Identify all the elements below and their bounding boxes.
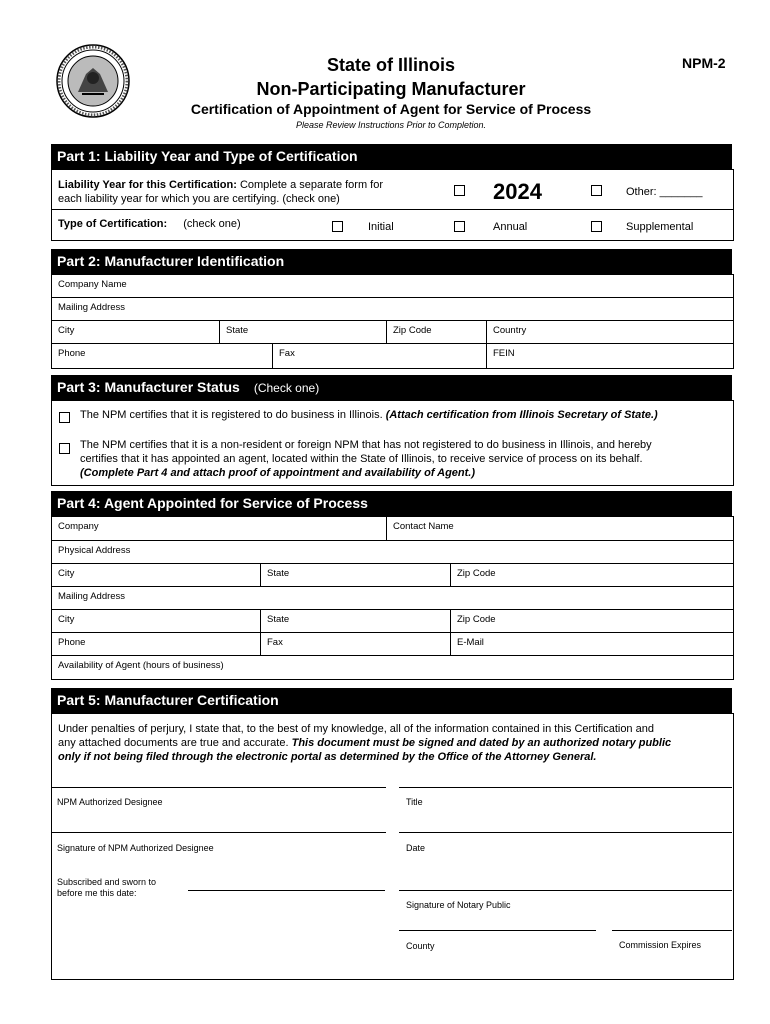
form-number: NPM-2 [682, 55, 726, 71]
part4-heading: Part 4: Agent Appointed for Service of Process [51, 491, 732, 516]
designee-label: NPM Authorized Designee [57, 797, 163, 807]
supplemental-checkbox[interactable] [591, 221, 602, 232]
notary-signature-label: Signature of Notary Public [406, 900, 511, 910]
annual-checkbox[interactable] [454, 221, 465, 232]
agent-company-row [52, 517, 733, 541]
registered-option-text: The NPM certifies that it is registered to do business in Illinois. (Attach certification from Illinois Secretary of State.) [80, 409, 658, 421]
zip-field[interactable]: Zip Code [386, 321, 486, 343]
title-top-line [399, 787, 732, 788]
commission-label: Commission Expires [619, 940, 702, 950]
registered-checkbox[interactable] [59, 412, 70, 423]
agent-physical-state-field[interactable]: State [260, 564, 450, 586]
subscribed-date-field[interactable] [188, 874, 385, 890]
company-name-row [52, 275, 733, 298]
mailing-address-row [52, 298, 733, 321]
liability-year-row [52, 170, 733, 210]
designee-top-line [51, 787, 386, 788]
title-field[interactable] [399, 790, 732, 830]
county-line [399, 930, 596, 931]
part1-heading: Part 1: Liability Year and Type of Certification [51, 144, 732, 169]
date-label: Date [406, 843, 426, 853]
notary-top-line [399, 890, 732, 891]
designee-field[interactable] [51, 790, 386, 830]
year-other-checkbox[interactable] [591, 185, 602, 196]
country-field[interactable]: Country [486, 321, 733, 343]
agent-phone-field[interactable]: Phone [58, 637, 86, 648]
county-label: County [406, 941, 435, 951]
city-field[interactable]: City [58, 325, 75, 336]
agent-mailing-zip-field[interactable]: Zip Code [450, 610, 733, 632]
agent-mailing-address-row [52, 587, 733, 610]
state-field[interactable]: State [219, 321, 386, 343]
date-field[interactable] [399, 836, 732, 870]
instructions-note: Please Review Instructions Prior to Completion. [295, 120, 487, 130]
agent-contact-name-field[interactable]: Contact Name [386, 517, 733, 540]
annual-label: Annual [493, 221, 528, 233]
agent-mailing-state-field[interactable]: State [260, 610, 450, 632]
signature-designee-line [51, 832, 386, 833]
certification-type-row [52, 210, 733, 240]
phone-row [52, 344, 733, 368]
agent-fax-field[interactable]: Fax [260, 633, 450, 655]
county-field[interactable] [399, 933, 596, 973]
mailing-address-field[interactable]: Mailing Address [58, 302, 126, 313]
commission-line [612, 930, 732, 931]
title-label: Title [406, 797, 423, 807]
certification-statement: Under penalties of perjury, I state that, to the best of my knowledge, all of the information contained in this Certification and any attached documents are true and accurate. This document must be signed and dated by an authorized notary public only if not being filed through the electronic portal as determined by the Office of the Attorney General. [58, 723, 672, 763]
part2-heading: Part 2: Manufacturer Identification [51, 249, 732, 274]
city-state-row [52, 321, 733, 344]
part1-section [51, 169, 734, 241]
agent-mailing-address-field[interactable]: Mailing Address [58, 591, 126, 602]
year-2024-checkbox[interactable] [454, 185, 465, 196]
fein-field[interactable]: FEIN [486, 344, 733, 368]
liability-year-label: Liability Year for this Certification: Complete a separate form for each liability year for which you are certifying. (check one) [58, 179, 384, 205]
agent-physical-zip-field[interactable]: Zip Code [450, 564, 733, 586]
non-resident-checkbox[interactable] [59, 443, 70, 454]
agent-company-field[interactable]: Company [58, 521, 99, 532]
agent-physical-address-field[interactable]: Physical Address [58, 545, 131, 556]
part5-heading: Part 5: Manufacturer Certification [51, 688, 732, 713]
fax-field[interactable]: Fax [272, 344, 486, 368]
agent-availability-row [52, 656, 733, 679]
phone-field[interactable]: Phone [58, 348, 86, 359]
agent-mailing-city-field[interactable]: City [58, 614, 75, 625]
agent-mailing-city-row [52, 610, 733, 633]
agent-availability-field[interactable]: Availability of Agent (hours of business) [58, 660, 224, 671]
page-title: State of Illinois [326, 55, 455, 75]
supplemental-label: Supplemental [626, 221, 694, 233]
year-other-field[interactable]: Other: _______ [626, 186, 703, 198]
subscribed-date-line [188, 890, 385, 891]
date-line [399, 832, 732, 833]
part3-heading: Part 3: Manufacturer Status (Check one) [51, 375, 732, 400]
form-description: Certification of Appointment of Agent for Service of Process [190, 101, 592, 117]
company-name-field[interactable]: Company Name [58, 279, 127, 290]
initial-label: Initial [368, 221, 394, 233]
part2-section [51, 274, 734, 369]
part4-section [51, 516, 734, 680]
subscribed-label: Subscribed and sworn to before me this date: [57, 877, 157, 898]
agent-phone-row [52, 633, 733, 656]
commission-field[interactable] [612, 933, 732, 973]
initial-checkbox[interactable] [332, 221, 343, 232]
liability-year-value: 2024 [493, 179, 542, 204]
certification-type-label: Type of Certification: (check one) [58, 218, 241, 230]
agent-physical-address-row [52, 541, 733, 564]
non-resident-option-text: The NPM certifies that it is a non-resident or foreign NPM that has not registered to do business in Illinois, and hereby certifies that it has appointed an agent, located within the State of Illinois, to receive service of process on its behalf. (Complete Part 4 and attach proof of appointment and availability of Agent.) [80, 439, 652, 479]
agent-physical-city-row [52, 564, 733, 587]
agent-email-field[interactable]: E-Mail [450, 633, 733, 655]
agent-physical-city-field[interactable]: City [58, 568, 75, 579]
signature-designee-field[interactable] [51, 836, 386, 870]
part3-section [51, 400, 734, 486]
page-subtitle: Non-Participating Manufacturer [256, 79, 526, 99]
notary-signature-field[interactable] [399, 893, 732, 929]
signature-designee-label: Signature of NPM Authorized Designee [57, 843, 214, 853]
